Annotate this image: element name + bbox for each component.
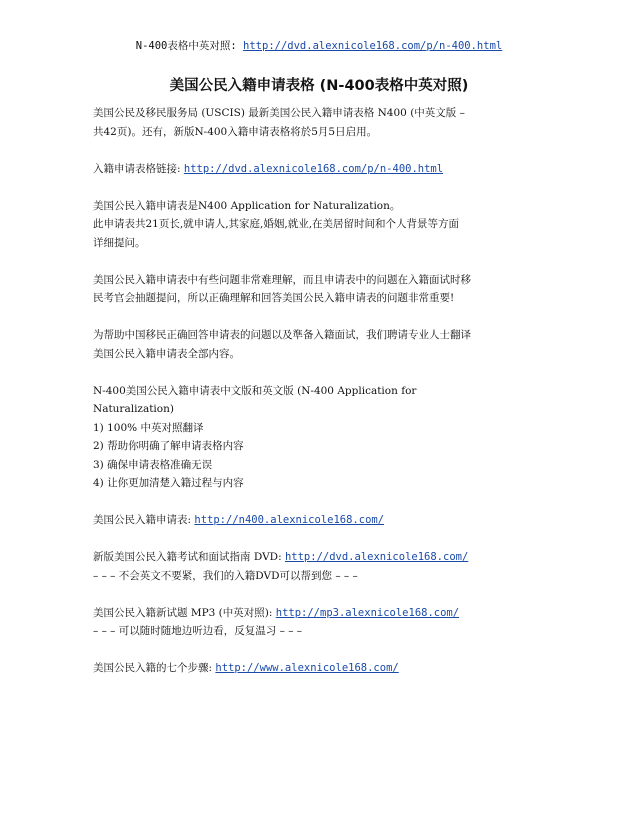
paragraph-translation bbox=[93, 326, 553, 363]
paragraph-line: 美国公民入籍申请表中有些问题非常难理解，而且申请表中的问题在入籍面试时移 bbox=[93, 273, 471, 286]
paragraph-line: 美国公民及移民服务局 (USCIS) 最新美国公民入籍申请表格 N400 (中英文版 – bbox=[93, 107, 465, 119]
seven-steps-link-label: 美国公民入籍的七个步骤: bbox=[93, 662, 213, 674]
paragraph-application-link bbox=[93, 511, 553, 530]
list-item: 2) 帮助你明确了解申请表格内容 bbox=[93, 440, 244, 452]
paragraph-line bbox=[93, 548, 553, 567]
dvd-link[interactable]: http://dvd.alexnicole168.com/ bbox=[284, 551, 469, 563]
paragraph-form-link bbox=[93, 160, 553, 179]
mp3-link[interactable]: http://mp3.alexnicole168.com/ bbox=[275, 606, 460, 619]
document-body bbox=[93, 104, 553, 696]
paragraph-line: N-400美国公民入籍申请表中文版和英文版 (N-400 Application for bbox=[93, 384, 417, 397]
paragraph-mp3 bbox=[93, 604, 553, 641]
paragraph-line: 美国公民入籍申请表全部内容。 bbox=[93, 347, 240, 360]
list-item: 3) 确保申请表格准确无误 bbox=[93, 458, 213, 471]
paragraph-line bbox=[93, 511, 553, 530]
paragraph-line: 此申请表共21页长,就申请人,其家庭,婚姻,就业,在美居留时间和个人背景等方面 bbox=[93, 218, 460, 230]
application-link[interactable]: http://n400.alexnicole168.com/ bbox=[194, 514, 385, 526]
paragraph-line: – – – 不会英文不要紧，我们的入籍DVD可以帮到您 – – – bbox=[93, 569, 358, 582]
application-link-label: 美国公民入籍申请表: bbox=[93, 514, 192, 526]
document-title: 美国公民入籍申请表格 (N-400表格中英对照) bbox=[169, 78, 469, 94]
mp3-link-label: 美国公民入籍新试题 MP3 (中英对照): bbox=[93, 606, 273, 619]
header-prefix: N-400表格中英对照: bbox=[135, 40, 237, 52]
dvd-link-label: 新版美国公民入籍考试和面试指南 DVD: bbox=[93, 551, 282, 563]
paragraph-features bbox=[93, 382, 553, 493]
paragraph-seven-steps bbox=[93, 659, 553, 678]
paragraph-line bbox=[93, 659, 553, 678]
paragraph-dvd bbox=[93, 548, 553, 585]
paragraph-line bbox=[93, 604, 553, 623]
form-link[interactable]: http://dvd.alexnicole168.com/p/n-400.html bbox=[183, 162, 444, 175]
list-item: 1) 100% 中英对照翻译 bbox=[93, 421, 204, 434]
list-item: 4) 让你更加清楚入籍过程与内容 bbox=[93, 477, 244, 489]
paragraph-difficulty bbox=[93, 271, 553, 308]
paragraph-line: Naturalization) bbox=[93, 403, 174, 415]
paragraph-intro bbox=[93, 104, 553, 141]
paragraph-line: 共42页)。还有，新版N-400入籍申请表格将於5月5日启用。 bbox=[93, 125, 378, 138]
paragraph-line: 美国公民入籍申请表是N400 Application for Naturalization。 bbox=[93, 199, 401, 212]
paragraph-line: 为帮助中国移民正确回答申请表的问题以及準备入籍面试，我们聘请专业人士翻译 bbox=[93, 329, 471, 341]
header-link[interactable]: http://dvd.alexnicole168.com/p/n-400.html bbox=[243, 40, 503, 52]
header-line bbox=[0, 38, 638, 53]
paragraph-line: – – – 可以随时随地边听边看，反复温习 – – – bbox=[93, 625, 303, 637]
form-link-label: 入籍申请表格链接: bbox=[93, 162, 181, 175]
paragraph-line bbox=[93, 160, 553, 179]
seven-steps-link[interactable]: http://www.alexnicole168.com/ bbox=[215, 662, 399, 674]
paragraph-line: 详细提问。 bbox=[93, 236, 146, 249]
paragraph-line: 民考官会抽题提问，所以正确理解和回答美国公民入籍申请表的问题非常重要! bbox=[93, 292, 455, 304]
paragraph-description bbox=[93, 197, 553, 253]
